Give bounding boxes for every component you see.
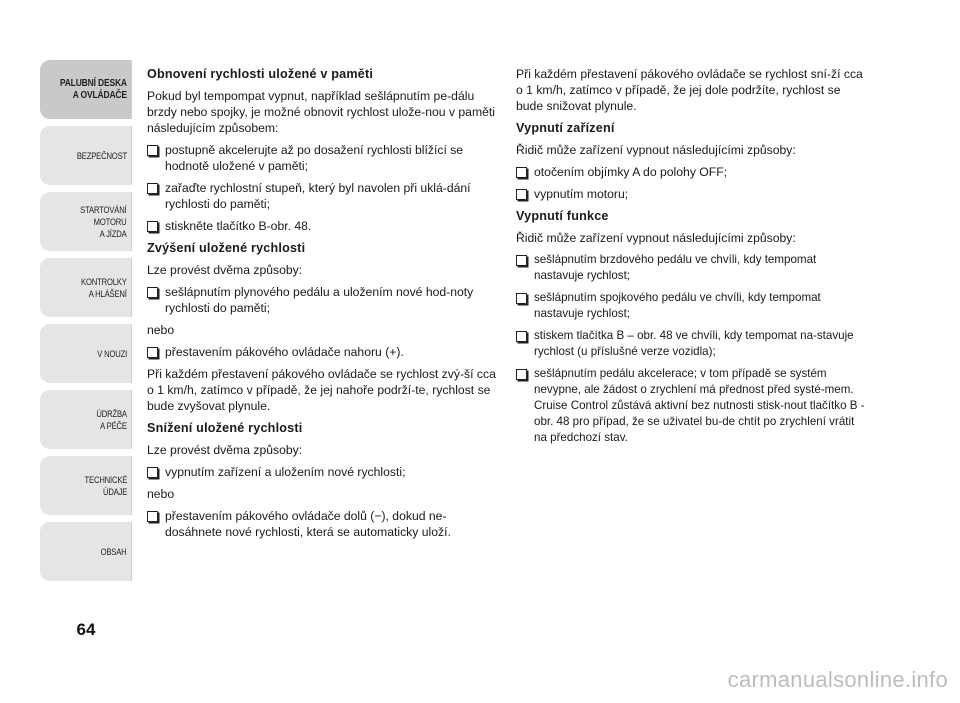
tab-label: KONTROLKY A HLÁŠENÍ <box>81 276 127 299</box>
tab-label: STARTOVÁNÍ MOTORU A JÍZDA <box>80 204 127 239</box>
watermark: carmanualsonline.info <box>727 667 948 692</box>
list-item: vypnutím zařízení a uložením nové rychlosti; <box>147 464 497 480</box>
bullet-list <box>516 252 866 446</box>
tab-label: OBSAH <box>101 546 127 557</box>
checkbox-bullet-icon <box>516 189 527 200</box>
tab-obsah[interactable] <box>40 522 132 581</box>
checkbox-bullet-icon <box>147 145 158 156</box>
checkbox-bullet-icon <box>147 467 158 478</box>
chapter-sidebar <box>40 60 132 588</box>
bullet-list <box>147 142 497 234</box>
paragraph: nebo <box>147 487 175 501</box>
tab-label: BEZPEČNOST <box>76 150 127 161</box>
checkbox-bullet-icon <box>516 255 527 266</box>
paragraph: Řidič může zařízení vypnout následujícími způsoby: <box>516 143 796 157</box>
list-item: stiskem tlačítka B – obr. 48 ve chvíli, kdy tempomat na-stavuje rychlost (u příslušné verze vozidla); <box>516 328 866 360</box>
checkbox-bullet-icon <box>516 293 527 304</box>
list-item: stiskněte tlačítko B-obr. 48. <box>147 218 497 234</box>
list-item: vypnutím motoru; <box>516 186 866 202</box>
list-item: přestavením pákového ovládače dolů (−), dokud ne-dosáhnete nové rychlosti, která se automaticky uloží. <box>147 508 497 540</box>
checkbox-bullet-icon <box>516 167 527 178</box>
list-item: sešlápnutím plynového pedálu a uložením nové hod-noty rychlosti do paměti; <box>147 284 497 316</box>
checkbox-bullet-icon <box>147 287 158 298</box>
bullet-list <box>147 344 497 360</box>
tab-udrzba[interactable] <box>40 390 132 449</box>
checkbox-bullet-icon <box>516 369 527 380</box>
checkbox-bullet-icon <box>147 221 158 232</box>
tab-label: TECHNICKÉ ÚDAJE <box>84 474 127 497</box>
checkbox-bullet-icon <box>147 511 158 522</box>
bullet-list <box>147 508 497 540</box>
list-item: přestavením pákového ovládače nahoru (+). <box>147 344 497 360</box>
tab-bezpecnost[interactable] <box>40 126 132 185</box>
section-title: Vypnutí funkce <box>516 209 609 223</box>
tab-label: V NOUZI <box>97 348 127 359</box>
checkbox-bullet-icon <box>147 183 158 194</box>
bullet-list <box>147 284 497 316</box>
tab-label: PALUBNÍ DESKA A OVLÁDAČE <box>59 77 127 101</box>
tab-technicke-udaje[interactable] <box>40 456 132 515</box>
section-title: Obnovení rychlosti uložené v paměti <box>147 67 374 81</box>
right-column <box>516 66 866 452</box>
list-item: sešlápnutím brzdového pedálu ve chvíli, kdy tempomat nastavuje rychlost; <box>516 252 866 284</box>
list-item: sešlápnutím spojkového pedálu ve chvíli, kdy tempomat nastavuje rychlost; <box>516 290 866 322</box>
checkbox-bullet-icon <box>516 331 527 342</box>
bullet-list <box>516 164 866 202</box>
tab-label: ÚDRŽBA A PÉČE <box>96 408 127 431</box>
section-title: Snížení uložené rychlosti <box>147 421 303 435</box>
tab-v-nouzi[interactable] <box>40 324 132 383</box>
list-item: otočením objímky A do polohy OFF; <box>516 164 866 180</box>
section-title: Zvýšení uložené rychlosti <box>147 241 306 255</box>
page-number: 64 <box>76 620 96 639</box>
paragraph: Řidič může zařízení vypnout následujícími způsoby: <box>516 231 796 245</box>
bullet-list <box>147 464 497 480</box>
tab-kontrolky[interactable] <box>40 258 132 317</box>
paragraph: Lze provést dvěma způsoby: <box>147 263 303 277</box>
list-item: postupně akcelerujte až po dosažení rychlosti blížící se hodnotě uložené v paměti; <box>147 142 497 174</box>
checkbox-bullet-icon <box>147 347 158 358</box>
paragraph: Lze provést dvěma způsoby: <box>147 443 303 457</box>
left-column <box>147 66 497 546</box>
list-item: sešlápnutím pedálu akcelerace; v tom případě se systém nevypne, ale žádost o zrychlení má přednost před systé-mem. Cruise Control zůstává aktivní bez nutnosti stisk-nout tlačítko B - obr. 48 pro případ, že se uživatel bu-de chtít po zrychlení vrátit na předchozí stav. <box>516 366 866 446</box>
tab-startovani[interactable] <box>40 192 132 251</box>
section-title: Vypnutí zařízení <box>516 121 615 135</box>
paragraph: Při každém přestavení pákového ovládače se rychlost sní-ží cca o 1 km/h, zatímco v případě, že jej dole podržíte, rychlost se bude snižovat plynule. <box>516 67 863 113</box>
paragraph: Při každém přestavení pákového ovládače se rychlost zvý-ší cca o 1 km/h, zatímco v případě, že jej nahoře podrží-te, rychlost se bude zvyšovat plynule. <box>147 367 496 413</box>
paragraph: Pokud byl tempompat vypnut, například sešlápnutím pe-dálu brzdy nebo spojky, je možné obnovit rychlost ulože-nou v paměti následujícím způsobem: <box>147 89 495 135</box>
paragraph: nebo <box>147 323 175 337</box>
tab-palubni-deska[interactable] <box>40 60 132 119</box>
list-item: zařaďte rychlostní stupeň, který byl navolen při uklá-dání rychlosti do paměti; <box>147 180 497 212</box>
